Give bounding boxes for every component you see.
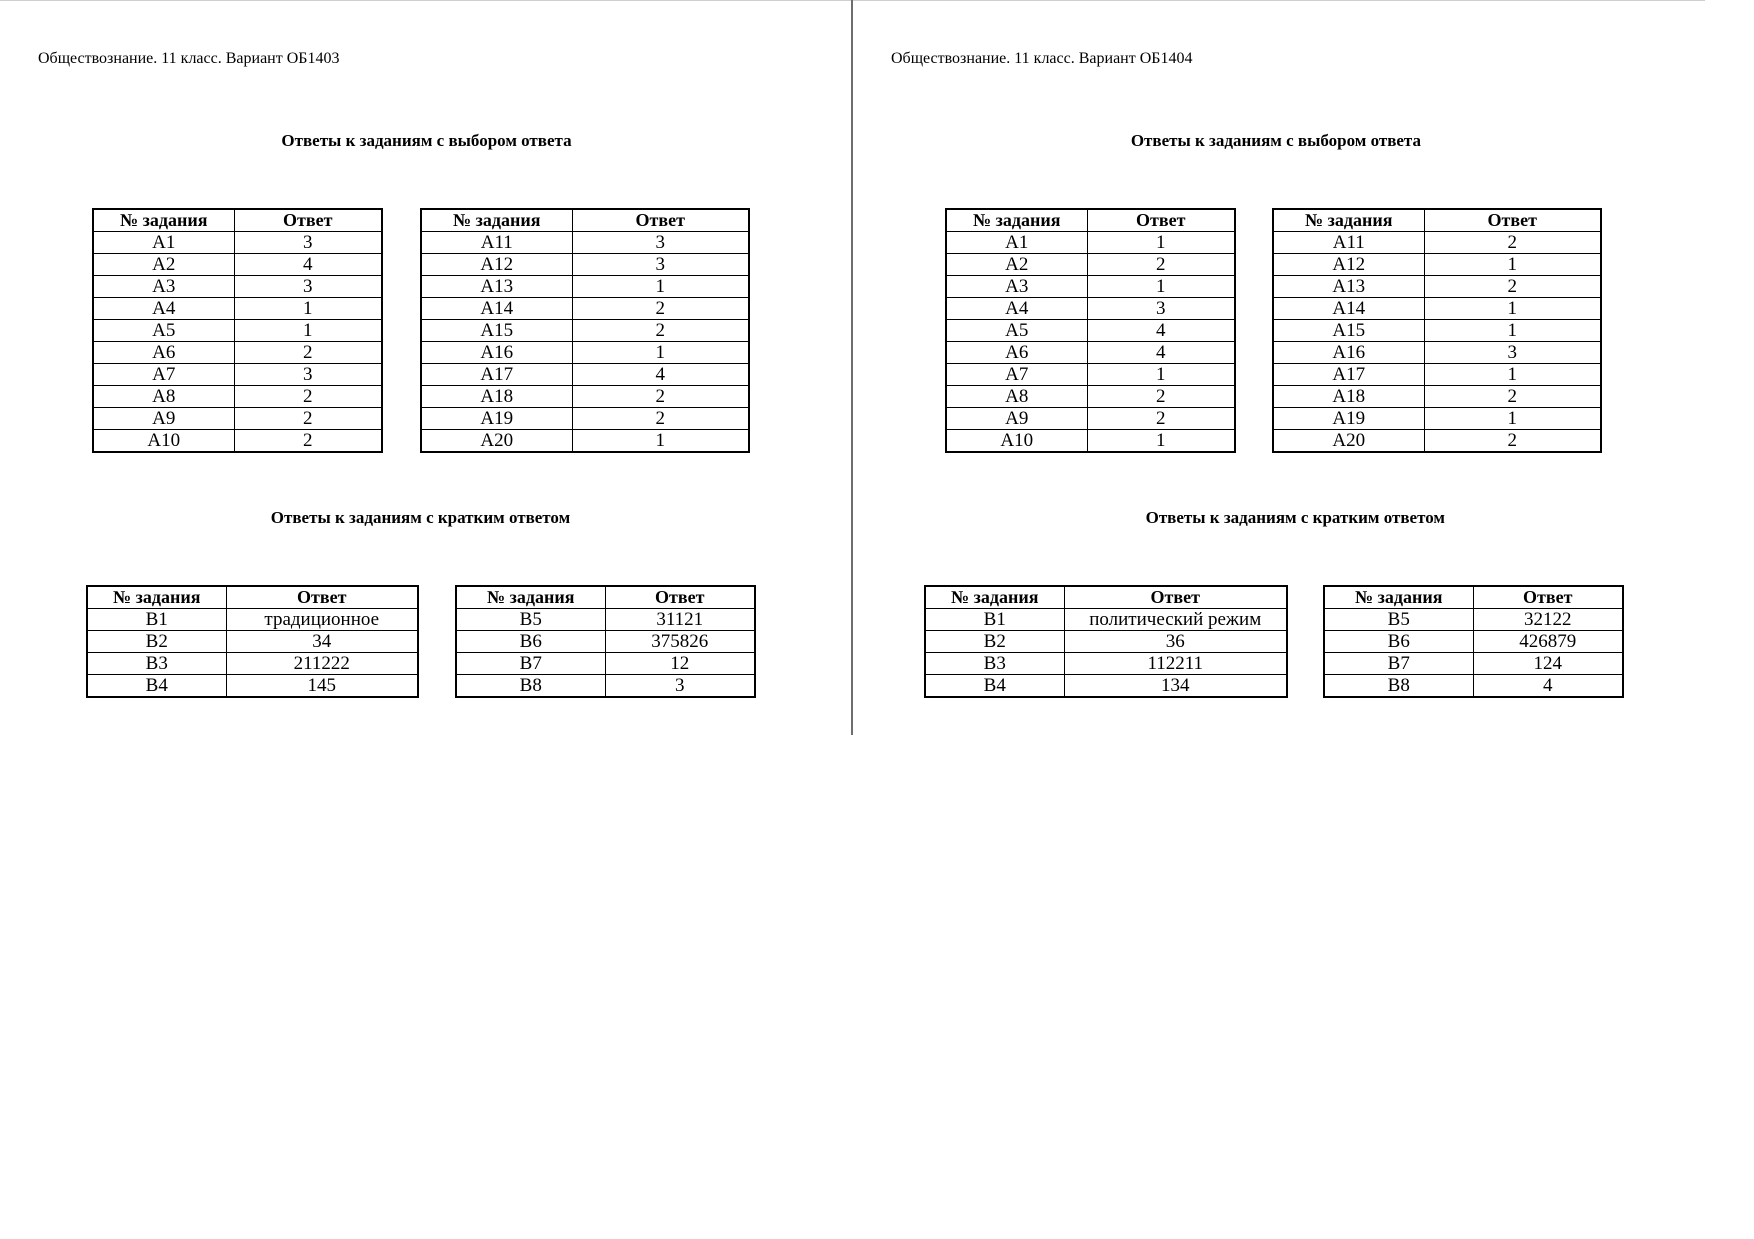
answer-cell: 4 bbox=[234, 254, 382, 276]
answer-cell: 2 bbox=[1087, 408, 1235, 430]
answer-cell: 1 bbox=[1424, 320, 1601, 342]
answer-cell: 4 bbox=[572, 364, 749, 386]
answer-cell: 1 bbox=[1424, 254, 1601, 276]
table-row bbox=[946, 320, 1235, 342]
answer-cell: 2 bbox=[234, 342, 382, 364]
table-row bbox=[421, 364, 749, 386]
task-number-cell: B1 bbox=[87, 609, 226, 631]
task-number-header: № задания bbox=[421, 209, 572, 232]
answer-cell: 1 bbox=[572, 276, 749, 298]
table-row bbox=[1273, 276, 1601, 298]
answer-cell: 2 bbox=[572, 408, 749, 430]
task-number-header: № задания bbox=[93, 209, 234, 232]
answer-cell: 2 bbox=[572, 320, 749, 342]
task-number-cell: A9 bbox=[93, 408, 234, 430]
task-number-cell: A3 bbox=[93, 276, 234, 298]
task-number-cell: A18 bbox=[421, 386, 572, 408]
answer-cell: 211222 bbox=[226, 653, 418, 675]
table-row bbox=[87, 631, 418, 653]
answer-cell: 1 bbox=[1424, 364, 1601, 386]
table-row bbox=[421, 430, 749, 453]
task-number-cell: A10 bbox=[946, 430, 1087, 453]
answer-cell: 1 bbox=[1087, 276, 1235, 298]
answer-cell: 2 bbox=[1087, 254, 1235, 276]
task-number-header: № задания bbox=[87, 586, 226, 609]
answer-cell: 2 bbox=[1087, 386, 1235, 408]
answer-cell: традиционное bbox=[226, 609, 418, 631]
task-number-cell: A20 bbox=[1273, 430, 1424, 453]
answer-sheet-variant-1404 bbox=[853, 0, 1754, 1239]
task-number-cell: A11 bbox=[421, 232, 572, 254]
answer-cell: 1 bbox=[1424, 408, 1601, 430]
answer-cell: 36 bbox=[1064, 631, 1287, 653]
table-row bbox=[1324, 653, 1623, 675]
task-number-cell: A2 bbox=[93, 254, 234, 276]
table-row bbox=[1273, 430, 1601, 453]
task-number-header: № задания bbox=[946, 209, 1087, 232]
table-row bbox=[93, 430, 382, 453]
answer-header: Ответ bbox=[1424, 209, 1601, 232]
table-row bbox=[1273, 254, 1601, 276]
task-number-cell: A1 bbox=[946, 232, 1087, 254]
answer-header: Ответ bbox=[1064, 586, 1287, 609]
answer-cell: 2 bbox=[234, 386, 382, 408]
table-row bbox=[421, 276, 749, 298]
answer-cell: 1 bbox=[1087, 430, 1235, 453]
table-row bbox=[1324, 609, 1623, 631]
task-number-cell: A4 bbox=[946, 298, 1087, 320]
answer-cell: 2 bbox=[1424, 386, 1601, 408]
table-row bbox=[93, 276, 382, 298]
table-row bbox=[946, 232, 1235, 254]
task-number-cell: A20 bbox=[421, 430, 572, 453]
answer-cell: 1 bbox=[572, 342, 749, 364]
task-number-cell: B6 bbox=[456, 631, 605, 653]
table-row bbox=[456, 653, 755, 675]
task-number-cell: A12 bbox=[1273, 254, 1424, 276]
answer-header: Ответ bbox=[605, 586, 755, 609]
answer-cell: 1 bbox=[572, 430, 749, 453]
answer-cell: 3 bbox=[234, 364, 382, 386]
task-number-cell: A17 bbox=[1273, 364, 1424, 386]
table-row bbox=[93, 386, 382, 408]
task-number-cell: A2 bbox=[946, 254, 1087, 276]
answer-cell: 145 bbox=[226, 675, 418, 698]
answer-cell: 426879 bbox=[1473, 631, 1623, 653]
a-answers-table-left bbox=[945, 208, 1236, 453]
answer-cell: 32122 bbox=[1473, 609, 1623, 631]
section-b-title: Ответы к заданиям с кратким ответом bbox=[270, 508, 571, 527]
answer-cell: 134 bbox=[1064, 675, 1287, 698]
task-number-cell: A18 bbox=[1273, 386, 1424, 408]
table-row bbox=[946, 364, 1235, 386]
task-number-cell: A6 bbox=[946, 342, 1087, 364]
answer-cell: 2 bbox=[234, 408, 382, 430]
task-number-cell: A12 bbox=[421, 254, 572, 276]
answer-cell: 2 bbox=[572, 298, 749, 320]
table-row bbox=[1273, 342, 1601, 364]
table-row bbox=[946, 342, 1235, 364]
answer-sheet-variant-1403 bbox=[0, 0, 851, 1239]
answer-cell: 2 bbox=[1424, 430, 1601, 453]
b-answers-table-left bbox=[86, 585, 419, 698]
answer-cell: 1 bbox=[1424, 298, 1601, 320]
answer-cell: 1 bbox=[1087, 232, 1235, 254]
task-number-cell: A5 bbox=[93, 320, 234, 342]
table-row bbox=[925, 609, 1287, 631]
task-number-cell: B3 bbox=[87, 653, 226, 675]
task-number-cell: B7 bbox=[1324, 653, 1473, 675]
table-row bbox=[946, 430, 1235, 453]
answer-cell: 3 bbox=[605, 675, 755, 698]
answer-cell: 3 bbox=[1424, 342, 1601, 364]
task-number-cell: A15 bbox=[1273, 320, 1424, 342]
table-row bbox=[1273, 408, 1601, 430]
table-header-row bbox=[421, 209, 749, 232]
answer-cell: 2 bbox=[234, 430, 382, 453]
answer-cell: 3 bbox=[1087, 298, 1235, 320]
answer-cell: 1 bbox=[234, 298, 382, 320]
table-row bbox=[93, 408, 382, 430]
table-row bbox=[1324, 631, 1623, 653]
task-number-header: № задания bbox=[1324, 586, 1473, 609]
table-row bbox=[93, 254, 382, 276]
table-row bbox=[421, 298, 749, 320]
table-row bbox=[421, 320, 749, 342]
answer-cell: 3 bbox=[572, 254, 749, 276]
task-number-cell: A9 bbox=[946, 408, 1087, 430]
task-number-cell: A4 bbox=[93, 298, 234, 320]
task-number-cell: A3 bbox=[946, 276, 1087, 298]
answer-cell: 112211 bbox=[1064, 653, 1287, 675]
task-number-cell: A16 bbox=[421, 342, 572, 364]
task-number-cell: B2 bbox=[87, 631, 226, 653]
table-header-row bbox=[946, 209, 1235, 232]
answer-cell: 31121 bbox=[605, 609, 755, 631]
task-number-cell: B1 bbox=[925, 609, 1064, 631]
table-row bbox=[93, 232, 382, 254]
table-row bbox=[421, 342, 749, 364]
task-number-cell: A10 bbox=[93, 430, 234, 453]
answer-cell: 34 bbox=[226, 631, 418, 653]
table-row bbox=[421, 254, 749, 276]
table-row bbox=[925, 631, 1287, 653]
section-a-title: Ответы к заданиям с выбором ответа bbox=[1130, 131, 1421, 150]
answer-cell: 124 bbox=[1473, 653, 1623, 675]
table-header-row bbox=[1324, 586, 1623, 609]
task-number-cell: A5 bbox=[946, 320, 1087, 342]
table-row bbox=[925, 653, 1287, 675]
task-number-cell: A13 bbox=[1273, 276, 1424, 298]
task-number-cell: A15 bbox=[421, 320, 572, 342]
task-number-cell: A14 bbox=[421, 298, 572, 320]
table-row bbox=[456, 675, 755, 698]
task-number-cell: B3 bbox=[925, 653, 1064, 675]
table-row bbox=[946, 298, 1235, 320]
answer-header: Ответ bbox=[234, 209, 382, 232]
task-number-cell: B4 bbox=[925, 675, 1064, 698]
task-number-cell: A11 bbox=[1273, 232, 1424, 254]
b-answers-table-right bbox=[455, 585, 756, 698]
task-number-cell: B8 bbox=[456, 675, 605, 698]
answer-cell: 3 bbox=[234, 276, 382, 298]
table-row bbox=[946, 386, 1235, 408]
table-row bbox=[1273, 386, 1601, 408]
answer-cell: 1 bbox=[1087, 364, 1235, 386]
table-row bbox=[946, 276, 1235, 298]
table-row bbox=[1273, 364, 1601, 386]
b-answers-table-right bbox=[1323, 585, 1624, 698]
task-number-header: № задания bbox=[1273, 209, 1424, 232]
page-header: Обществознание. 11 класс. Вариант ОБ1404 bbox=[891, 50, 1193, 67]
table-row bbox=[946, 254, 1235, 276]
table-row bbox=[421, 408, 749, 430]
answer-cell: 3 bbox=[572, 232, 749, 254]
answer-cell: 2 bbox=[572, 386, 749, 408]
a-answers-table-left bbox=[92, 208, 383, 453]
task-number-cell: A8 bbox=[93, 386, 234, 408]
task-number-cell: A8 bbox=[946, 386, 1087, 408]
answer-cell: 375826 bbox=[605, 631, 755, 653]
section-b-title: Ответы к заданиям с кратким ответом bbox=[1145, 508, 1445, 527]
task-number-cell: B6 bbox=[1324, 631, 1473, 653]
table-row bbox=[1273, 298, 1601, 320]
table-row bbox=[1273, 320, 1601, 342]
answer-cell: 2 bbox=[1424, 276, 1601, 298]
table-row bbox=[421, 386, 749, 408]
answer-cell: 4 bbox=[1087, 320, 1235, 342]
task-number-cell: A19 bbox=[421, 408, 572, 430]
table-header-row bbox=[456, 586, 755, 609]
task-number-cell: A7 bbox=[93, 364, 234, 386]
task-number-cell: A1 bbox=[93, 232, 234, 254]
table-row bbox=[421, 232, 749, 254]
task-number-cell: B4 bbox=[87, 675, 226, 698]
table-row bbox=[456, 609, 755, 631]
answer-cell: 2 bbox=[1424, 232, 1601, 254]
table-row bbox=[456, 631, 755, 653]
table-row bbox=[87, 609, 418, 631]
answer-cell: 1 bbox=[234, 320, 382, 342]
table-header-row bbox=[1273, 209, 1601, 232]
b-answers-table-left bbox=[924, 585, 1288, 698]
task-number-cell: A14 bbox=[1273, 298, 1424, 320]
task-number-header: № задания bbox=[456, 586, 605, 609]
answer-cell: 3 bbox=[234, 232, 382, 254]
table-header-row bbox=[87, 586, 418, 609]
a-answers-table-right bbox=[420, 208, 750, 453]
table-row bbox=[1324, 675, 1623, 698]
table-row bbox=[93, 342, 382, 364]
answer-header: Ответ bbox=[226, 586, 418, 609]
task-number-cell: A7 bbox=[946, 364, 1087, 386]
table-row bbox=[87, 653, 418, 675]
answer-header: Ответ bbox=[572, 209, 749, 232]
task-number-cell: B7 bbox=[456, 653, 605, 675]
task-number-cell: B5 bbox=[1324, 609, 1473, 631]
task-number-cell: A13 bbox=[421, 276, 572, 298]
task-number-cell: A16 bbox=[1273, 342, 1424, 364]
section-a-title-text: Ответы к заданиям с выбором ответа bbox=[281, 131, 572, 150]
answer-cell: 12 bbox=[605, 653, 755, 675]
answer-header: Ответ bbox=[1087, 209, 1235, 232]
table-row bbox=[93, 364, 382, 386]
table-row bbox=[87, 675, 418, 698]
table-row bbox=[1273, 232, 1601, 254]
task-number-cell: A17 bbox=[421, 364, 572, 386]
task-number-cell: B5 bbox=[456, 609, 605, 631]
answer-cell: политический режим bbox=[1064, 609, 1287, 631]
table-row bbox=[93, 320, 382, 342]
task-number-cell: B2 bbox=[925, 631, 1064, 653]
task-number-cell: B8 bbox=[1324, 675, 1473, 698]
answer-header: Ответ bbox=[1473, 586, 1623, 609]
table-header-row bbox=[93, 209, 382, 232]
a-answers-table-right bbox=[1272, 208, 1602, 453]
task-number-header: № задания bbox=[925, 586, 1064, 609]
table-row bbox=[946, 408, 1235, 430]
table-row bbox=[925, 675, 1287, 698]
answer-cell: 4 bbox=[1473, 675, 1623, 698]
task-number-cell: A6 bbox=[93, 342, 234, 364]
table-header-row bbox=[925, 586, 1287, 609]
task-number-cell: A19 bbox=[1273, 408, 1424, 430]
answer-cell: 4 bbox=[1087, 342, 1235, 364]
table-row bbox=[93, 298, 382, 320]
page-header: Обществознание. 11 класс. Вариант ОБ1403 bbox=[38, 50, 340, 67]
section-a-title bbox=[0, 131, 851, 151]
